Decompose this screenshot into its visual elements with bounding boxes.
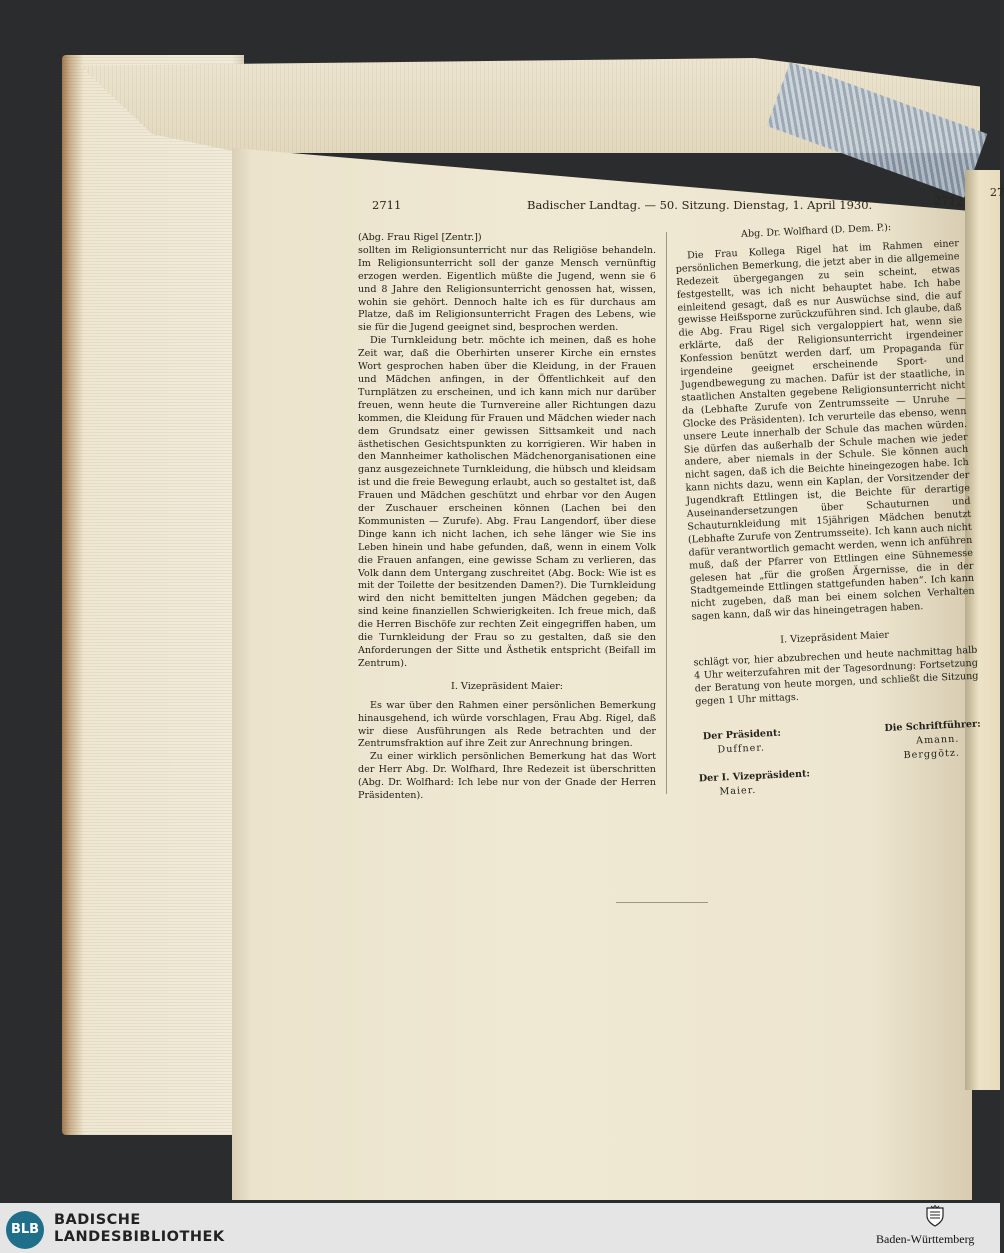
- paragraph: schlägt vor, hier abzubrechen und heute nachmittag halb 4 Uhr weiterzufahren mit der Tagesordnung: Fortsetzung der Beratung von heute morgen, und schließt die Sitzung gegen 1 Uhr mittags.: [693, 644, 979, 708]
- state-name: Baden-Württemberg: [876, 1232, 975, 1246]
- president-name: Duffner.: [717, 742, 766, 756]
- paragraph: Es war über den Rahmen einer persönlichen Bemerkung hinausgehend, ich würde vorschlagen, Frau Abg. Rigel, daß wir diese Ausführungen als Rede betrachten und der Zentrumsfraktion auf ihre Zeit zur Anrechnung bringen.: [358, 699, 656, 750]
- blb-logo-icon[interactable]: BLB: [6, 1211, 44, 1249]
- speaker-heading: I. Vizepräsident Maier:: [451, 680, 563, 692]
- paragraph: Zu einer wirklich persönlichen Bemerkung hat das Wort der Herr Abg. Dr. Wolfhard, Ihre Redezeit ist überschritten (Abg. Dr. Wolfhard: Ich lebe nur von der Gnade der Herren Präsidenten).: [358, 751, 656, 802]
- right-column: [674, 219, 984, 801]
- running-title: Badischer Landtag. — 50. Sitzung. Dienstag, 1. April 1930.: [527, 198, 873, 212]
- paragraph: Die Frau Kollega Rigel hat im Rahmen einer persönlichen Bemerkung, die jetzt aber in die allgemeine Redezeit übergegangen zu sein scheint, etwas festgestellt, was ich nicht behauptet habe. Ich habe einleitend gesagt, daß es nur Auswüchse sind, die auf gewisse Heißsporne zurückzuführen sind. Ich glaube, daß die Abg. Frau Rigel sich vergaloppiert hat, wenn sie erklärte, daß der Religionsunterricht irgendeiner Konfession benützt werden darf, um Propaganda für irgendeine geeignet erscheinende Sport- und Jugendbewegung zu machen. Dafür ist der staatliche, in staatlichen Anstalten gegebene Religionsunterricht nicht da (Lebhafte Zurufe von Zentrumsseite — Unruhe — Glocke des Präsidenten). Ich verurteile das ebenso, wenn unsere Leute innerhalb der Schule das machen würden. Sie dürfen das außerhalb der Schule machen wie jeder andere, aber niemals in der Schule. Sie können auch nicht sagen, daß ich die Beichte hineingezogen habe. Ich kann nichts dazu, wenn ein Kaplan, der Vorsitzender der Jugendkraft Ettlingen ist, die Beichte für derartige Auseinandersetzungen über Schauturnen und Schauturnkleidung mit 15jährigen Mädchen benutzt (Lebhafte Zurufe von Zentrumsseite). Ich kann auch nicht dafür verantwortlich gemacht werden, wenn ich anführen muß, daß der Pfarrer von Ettlingen eine Sühnemesse gelesen hat „für die großen Ärgernisse, die in der Stadtgemeinde Ettlingen stattgefunden haben“. Ich kann nicht zugeben, daß man bei einem solchen Verhalten sagen kann, daß wir das hineingetragen haben.: [675, 238, 975, 623]
- speaker-continuation: (Abg. Frau Rigel [Zentr.]): [358, 232, 482, 243]
- paragraph: Die Turnkleidung betr. möchte ich meinen, daß es hohe Zeit war, daß die Oberhirten unserer Kirche ein ernstes Wort gesprochen haben über die Kleidung, in der Frauen und Mädchen anfingen, in der Öffentlichkeit auf den Turnplätzen zu erscheinen, und ich kann mich nur darüber freuen, wenn heute die Turnvereine aller Richtungen dazu kommen, die Kleidung für Frauen und Mädchen wieder nach dem Grundsatz einer gewissen Sittsamkeit und nach ästhetischen Gesichtspunkten zu korrigieren. Wir haben in den Mannheimer katholischen Mädchenorganisationen eine ganz ausgezeichnete Turnkleidung, die hübsch und kleidsam ist und die freie Bewegung erlaubt, auch so gestaltet ist, daß Frauen und Mädchen geschützt und ehrbar vor den Augen der Zuschauer erscheinen können (Lachen bei den Kommunisten — Zurufe). Abg. Frau Langendorf, über diese Dinge kann ich nicht lachen, ich sehe länger wie Sie ins Leben hinein und habe gefunden, daß, wenn in einem Volk die Frauen anfangen, eine gewisse Scham zu verlieren, das Volk dann dem Untergang zuschreitet (Abg. Bock: Wie ist es mit der Toilette der besitzenden Damen?). Die Turnkleidung wird den nicht bemittelten jungen Mädchen gegeben; da sind keine finanziellen Schwierigkeiten. Ich freue mich, daß die Herren Bischöfe zur rechten Zeit eingegriffen haben, um die Turnkleidung der Frau so zu gestalten, daß sie den Anforderungen der Sitte und Ästhetik entspricht (Beifall im Zentrum).: [358, 335, 656, 669]
- end-rule: [616, 902, 708, 903]
- vice-president-name: Maier.: [719, 784, 757, 798]
- paragraph: sollten im Religionsunterricht nur das Religiöse behandeln. Im Religionsunterricht soll der ganze Mensch vernünftig erzogen werden. Eigentlich müßte die Jugend, wenn sie 6 und 8 Jahre den Religionsunterricht genossen hat, wissen, wohin sie gehört. Dennoch halte ich es für durchaus am Platze, daß im Religionsunterricht Fragen des Lebens, wie sie für die Jugend geeignet sind, besprochen werden.: [358, 244, 656, 334]
- page-number-right: 2712: [933, 193, 964, 209]
- speaker-heading: Abg. Dr. Wolfhard (D. Dem. P.):: [740, 222, 892, 240]
- secretaries-label: Die Schriftführer:: [884, 718, 981, 734]
- footer-bar: [0, 1203, 1000, 1253]
- library-name-line2: LANDESBIBLIOTHEK: [54, 1229, 225, 1245]
- president-label: Der Präsident:: [702, 727, 782, 742]
- secretary-name: Amann.: [915, 733, 960, 747]
- column-divider: [666, 232, 667, 794]
- library-name[interactable]: [54, 1212, 225, 1246]
- secretary-name: Berggötz.: [903, 747, 961, 761]
- library-name-line1: BADISCHE: [54, 1212, 141, 1228]
- next-page-number-fragment: 27: [990, 186, 1004, 199]
- page-number-left: 2711: [372, 198, 402, 212]
- book-page-stack: [62, 55, 244, 1135]
- coat-of-arms-icon: [925, 1205, 945, 1227]
- vice-president-label: Der I. Vizepräsident:: [698, 768, 811, 785]
- speaker-heading: I. Vizepräsident Maier: [780, 629, 890, 646]
- left-column: [358, 232, 656, 803]
